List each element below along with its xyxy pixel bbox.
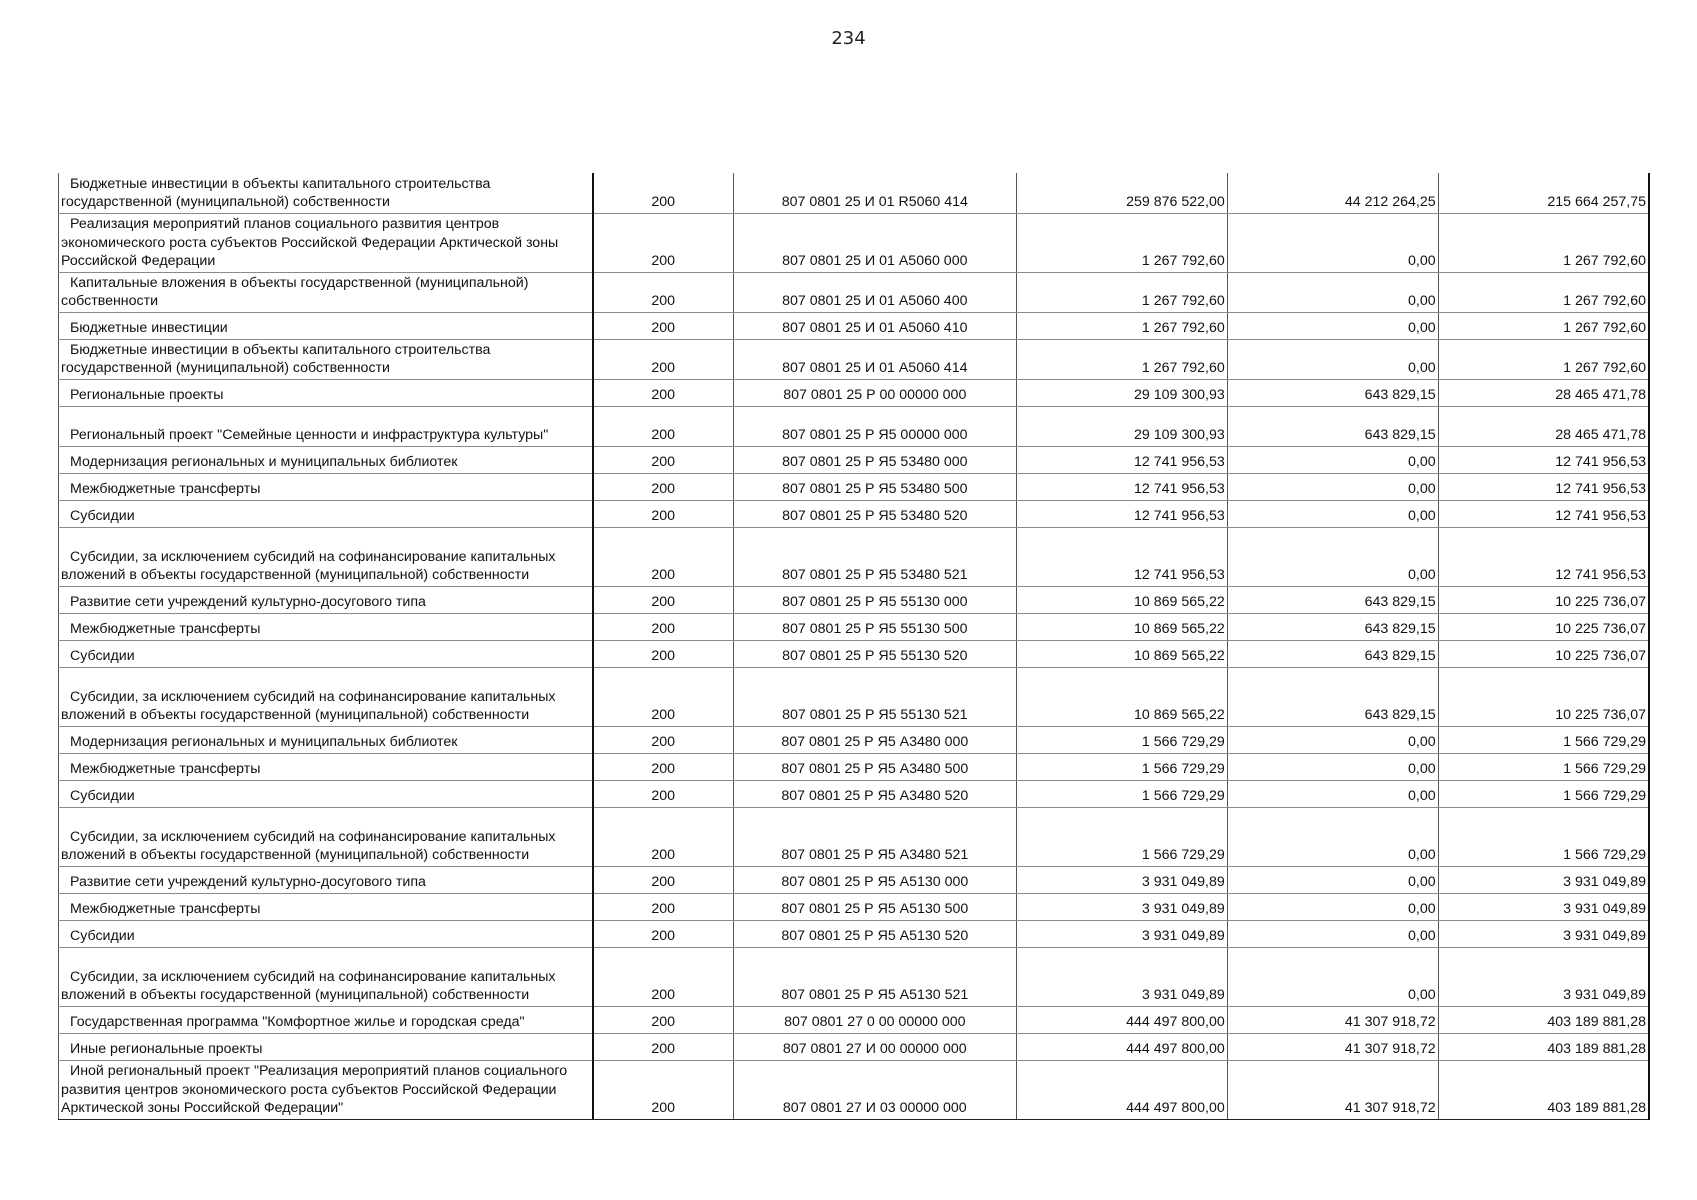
row-budget-classification-code: 807 0801 27 0 00 00000 000 — [733, 1006, 1016, 1033]
row-budget-classification-code: 807 0801 25 Р Я5 53480 500 — [733, 473, 1016, 500]
table-row — [59, 613, 1650, 640]
row-description: Субсидии, за исключением субсидий на софинансирование капитальных вложений в объекты государственной (муниципальной) собственности — [59, 947, 593, 1006]
table-row — [59, 312, 1650, 339]
row-admin-code: 200 — [593, 667, 734, 726]
row-planned-amount: 444 497 800,00 — [1016, 1060, 1227, 1119]
row-budget-classification-code: 807 0801 25 Р Я5 А5130 521 — [733, 947, 1016, 1006]
row-admin-code: 200 — [593, 753, 734, 780]
row-planned-amount: 1 566 729,29 — [1016, 807, 1227, 866]
row-remaining-amount: 1 267 792,60 — [1438, 312, 1649, 339]
page-number: 234 — [831, 28, 866, 49]
row-admin-code: 200 — [593, 920, 734, 947]
row-budget-classification-code: 807 0801 25 Р Я5 А5130 500 — [733, 893, 1016, 920]
row-budget-classification-code: 807 0801 25 Р Я5 53480 521 — [733, 527, 1016, 586]
row-remaining-amount: 403 189 881,28 — [1438, 1060, 1649, 1119]
row-admin-code: 200 — [593, 406, 734, 446]
row-budget-classification-code: 807 0801 25 Р Я5 А5130 000 — [733, 866, 1016, 893]
row-admin-code: 200 — [593, 312, 734, 339]
table-row — [59, 406, 1650, 446]
row-admin-code: 200 — [593, 613, 734, 640]
table-row — [59, 947, 1650, 1006]
row-description: Государственная программа "Комфортное жилье и городская среда" — [59, 1006, 593, 1033]
row-description: Межбюджетные трансферты — [59, 613, 593, 640]
row-planned-amount: 10 869 565,22 — [1016, 667, 1227, 726]
row-description: Субсидии — [59, 920, 593, 947]
row-admin-code: 200 — [593, 947, 734, 1006]
row-executed-amount: 0,00 — [1227, 947, 1438, 1006]
budget-table-body — [59, 173, 1650, 1119]
row-admin-code: 200 — [593, 527, 734, 586]
table-row — [59, 780, 1650, 807]
row-executed-amount: 0,00 — [1227, 272, 1438, 312]
table-row — [59, 500, 1650, 527]
row-budget-classification-code: 807 0801 25 Р Я5 55130 000 — [733, 586, 1016, 613]
row-executed-amount: 0,00 — [1227, 726, 1438, 753]
row-description: Региональный проект "Семейные ценности и инфраструктура культуры" — [59, 406, 593, 446]
row-description: Субсидии, за исключением субсидий на софинансирование капитальных вложений в объекты государственной (муниципальной) собственности — [59, 807, 593, 866]
row-executed-amount: 643 829,15 — [1227, 379, 1438, 406]
row-executed-amount: 0,00 — [1227, 866, 1438, 893]
row-budget-classification-code: 807 0801 25 И 01 А5060 000 — [733, 213, 1016, 272]
row-remaining-amount: 1 566 729,29 — [1438, 807, 1649, 866]
row-executed-amount: 643 829,15 — [1227, 613, 1438, 640]
table-row — [59, 272, 1650, 312]
row-planned-amount: 12 741 956,53 — [1016, 446, 1227, 473]
row-executed-amount: 0,00 — [1227, 446, 1438, 473]
row-remaining-amount: 12 741 956,53 — [1438, 473, 1649, 500]
row-description: Субсидии — [59, 500, 593, 527]
row-budget-classification-code: 807 0801 27 И 00 00000 000 — [733, 1033, 1016, 1060]
row-budget-classification-code: 807 0801 25 Р Я5 55130 521 — [733, 667, 1016, 726]
row-admin-code: 200 — [593, 1006, 734, 1033]
row-description: Межбюджетные трансферты — [59, 473, 593, 500]
budget-table — [58, 173, 1650, 1120]
row-budget-classification-code: 807 0801 25 Р Я5 А3480 521 — [733, 807, 1016, 866]
row-description: Развитие сети учреждений культурно-досугового типа — [59, 586, 593, 613]
row-planned-amount: 3 931 049,89 — [1016, 866, 1227, 893]
row-budget-classification-code: 807 0801 25 Р Я5 А3480 500 — [733, 753, 1016, 780]
row-planned-amount: 3 931 049,89 — [1016, 947, 1227, 1006]
row-planned-amount: 29 109 300,93 — [1016, 406, 1227, 446]
row-executed-amount: 0,00 — [1227, 780, 1438, 807]
table-row — [59, 339, 1650, 379]
row-budget-classification-code: 807 0801 27 И 03 00000 000 — [733, 1060, 1016, 1119]
row-planned-amount: 3 931 049,89 — [1016, 920, 1227, 947]
row-budget-classification-code: 807 0801 25 Р Я5 А3480 000 — [733, 726, 1016, 753]
row-budget-classification-code: 807 0801 25 Р 00 00000 000 — [733, 379, 1016, 406]
table-row — [59, 446, 1650, 473]
row-remaining-amount: 10 225 736,07 — [1438, 586, 1649, 613]
row-planned-amount: 10 869 565,22 — [1016, 586, 1227, 613]
row-executed-amount: 0,00 — [1227, 807, 1438, 866]
row-admin-code: 200 — [593, 780, 734, 807]
row-remaining-amount: 28 465 471,78 — [1438, 406, 1649, 446]
row-admin-code: 200 — [593, 893, 734, 920]
row-executed-amount: 0,00 — [1227, 893, 1438, 920]
row-executed-amount: 41 307 918,72 — [1227, 1060, 1438, 1119]
row-remaining-amount: 3 931 049,89 — [1438, 893, 1649, 920]
row-remaining-amount: 1 267 792,60 — [1438, 213, 1649, 272]
row-admin-code: 200 — [593, 473, 734, 500]
table-row — [59, 753, 1650, 780]
table-row — [59, 586, 1650, 613]
row-budget-classification-code: 807 0801 25 Р Я5 55130 500 — [733, 613, 1016, 640]
row-admin-code: 200 — [593, 726, 734, 753]
row-admin-code: 200 — [593, 339, 734, 379]
row-executed-amount: 0,00 — [1227, 753, 1438, 780]
row-description: Субсидии — [59, 780, 593, 807]
row-remaining-amount: 10 225 736,07 — [1438, 613, 1649, 640]
row-planned-amount: 1 566 729,29 — [1016, 753, 1227, 780]
row-remaining-amount: 10 225 736,07 — [1438, 667, 1649, 726]
row-budget-classification-code: 807 0801 25 Р Я5 А3480 520 — [733, 780, 1016, 807]
row-remaining-amount: 1 566 729,29 — [1438, 780, 1649, 807]
row-planned-amount: 1 566 729,29 — [1016, 780, 1227, 807]
row-admin-code: 200 — [593, 272, 734, 312]
row-executed-amount: 41 307 918,72 — [1227, 1006, 1438, 1033]
table-row — [59, 527, 1650, 586]
row-remaining-amount: 1 267 792,60 — [1438, 339, 1649, 379]
row-budget-classification-code: 807 0801 25 Р Я5 00000 000 — [733, 406, 1016, 446]
row-executed-amount: 0,00 — [1227, 527, 1438, 586]
row-admin-code: 200 — [593, 446, 734, 473]
row-executed-amount: 0,00 — [1227, 339, 1438, 379]
row-admin-code: 200 — [593, 1033, 734, 1060]
row-planned-amount: 3 931 049,89 — [1016, 893, 1227, 920]
row-planned-amount: 1 267 792,60 — [1016, 339, 1227, 379]
row-description: Межбюджетные трансферты — [59, 753, 593, 780]
row-remaining-amount: 3 931 049,89 — [1438, 947, 1649, 1006]
row-description: Иные региональные проекты — [59, 1033, 593, 1060]
row-remaining-amount: 12 741 956,53 — [1438, 500, 1649, 527]
row-description: Субсидии, за исключением субсидий на софинансирование капитальных вложений в объекты государственной (муниципальной) собственности — [59, 667, 593, 726]
row-planned-amount: 10 869 565,22 — [1016, 613, 1227, 640]
table-row — [59, 726, 1650, 753]
row-admin-code: 200 — [593, 379, 734, 406]
row-remaining-amount: 10 225 736,07 — [1438, 640, 1649, 667]
row-remaining-amount: 1 566 729,29 — [1438, 753, 1649, 780]
row-budget-classification-code: 807 0801 25 Р Я5 А5130 520 — [733, 920, 1016, 947]
row-planned-amount: 444 497 800,00 — [1016, 1006, 1227, 1033]
row-planned-amount: 12 741 956,53 — [1016, 473, 1227, 500]
row-description: Модернизация региональных и муниципальных библиотек — [59, 726, 593, 753]
row-planned-amount: 12 741 956,53 — [1016, 500, 1227, 527]
row-planned-amount: 29 109 300,93 — [1016, 379, 1227, 406]
row-remaining-amount: 1 566 729,29 — [1438, 726, 1649, 753]
row-remaining-amount: 403 189 881,28 — [1438, 1006, 1649, 1033]
row-remaining-amount: 3 931 049,89 — [1438, 866, 1649, 893]
row-executed-amount: 643 829,15 — [1227, 406, 1438, 446]
table-row — [59, 807, 1650, 866]
row-budget-classification-code: 807 0801 25 Р Я5 53480 000 — [733, 446, 1016, 473]
row-remaining-amount: 28 465 471,78 — [1438, 379, 1649, 406]
row-description: Субсидии, за исключением субсидий на софинансирование капитальных вложений в объекты государственной (муниципальной) собственности — [59, 527, 593, 586]
row-admin-code: 200 — [593, 1060, 734, 1119]
row-budget-classification-code: 807 0801 25 И 01 R5060 414 — [733, 173, 1016, 213]
row-admin-code: 200 — [593, 586, 734, 613]
table-row — [59, 379, 1650, 406]
row-admin-code: 200 — [593, 866, 734, 893]
row-admin-code: 200 — [593, 173, 734, 213]
row-executed-amount: 0,00 — [1227, 312, 1438, 339]
row-executed-amount: 643 829,15 — [1227, 640, 1438, 667]
table-row — [59, 866, 1650, 893]
table-row — [59, 1033, 1650, 1060]
row-description: Модернизация региональных и муниципальных библиотек — [59, 446, 593, 473]
row-planned-amount: 259 876 522,00 — [1016, 173, 1227, 213]
row-description: Бюджетные инвестиции в объекты капитального строительства государственной (муниципальной) собственности — [59, 173, 593, 213]
row-description: Региональные проекты — [59, 379, 593, 406]
row-description: Реализация мероприятий планов социального развития центров экономического роста субъектов Российской Федерации Арктической зоны Российской Федерации — [59, 213, 593, 272]
table-row — [59, 473, 1650, 500]
row-executed-amount: 44 212 264,25 — [1227, 173, 1438, 213]
row-description: Бюджетные инвестиции — [59, 312, 593, 339]
row-planned-amount: 12 741 956,53 — [1016, 527, 1227, 586]
row-budget-classification-code: 807 0801 25 Р Я5 55130 520 — [733, 640, 1016, 667]
row-remaining-amount: 403 189 881,28 — [1438, 1033, 1649, 1060]
row-executed-amount: 0,00 — [1227, 920, 1438, 947]
row-remaining-amount: 1 267 792,60 — [1438, 272, 1649, 312]
row-admin-code: 200 — [593, 213, 734, 272]
table-row — [59, 1006, 1650, 1033]
table-row — [59, 893, 1650, 920]
row-executed-amount: 0,00 — [1227, 473, 1438, 500]
row-description: Субсидии — [59, 640, 593, 667]
row-executed-amount: 643 829,15 — [1227, 586, 1438, 613]
row-executed-amount: 0,00 — [1227, 500, 1438, 527]
row-executed-amount: 41 307 918,72 — [1227, 1033, 1438, 1060]
row-planned-amount: 1 267 792,60 — [1016, 312, 1227, 339]
row-budget-classification-code: 807 0801 25 И 01 А5060 414 — [733, 339, 1016, 379]
row-budget-classification-code: 807 0801 25 И 01 А5060 400 — [733, 272, 1016, 312]
row-admin-code: 200 — [593, 500, 734, 527]
row-description: Межбюджетные трансферты — [59, 893, 593, 920]
row-remaining-amount: 3 931 049,89 — [1438, 920, 1649, 947]
row-admin-code: 200 — [593, 640, 734, 667]
row-description: Развитие сети учреждений культурно-досугового типа — [59, 866, 593, 893]
row-remaining-amount: 12 741 956,53 — [1438, 446, 1649, 473]
table-row — [59, 667, 1650, 726]
table-row — [59, 213, 1650, 272]
row-planned-amount: 1 267 792,60 — [1016, 213, 1227, 272]
row-executed-amount: 0,00 — [1227, 213, 1438, 272]
row-planned-amount: 444 497 800,00 — [1016, 1033, 1227, 1060]
row-planned-amount: 1 566 729,29 — [1016, 726, 1227, 753]
row-description: Капитальные вложения в объекты государственной (муниципальной) собственности — [59, 272, 593, 312]
table-row — [59, 920, 1650, 947]
row-description: Иной региональный проект "Реализация мероприятий планов социального развития центров экономического роста субъектов Российской Федерации Арктической зоны Российской Федерации" — [59, 1060, 593, 1119]
row-executed-amount: 643 829,15 — [1227, 667, 1438, 726]
row-budget-classification-code: 807 0801 25 И 01 А5060 410 — [733, 312, 1016, 339]
row-description: Бюджетные инвестиции в объекты капитального строительства государственной (муниципальной) собственности — [59, 339, 593, 379]
table-row — [59, 173, 1650, 213]
row-planned-amount: 10 869 565,22 — [1016, 640, 1227, 667]
table-row — [59, 1060, 1650, 1119]
row-remaining-amount: 215 664 257,75 — [1438, 173, 1649, 213]
table-row — [59, 640, 1650, 667]
row-admin-code: 200 — [593, 807, 734, 866]
row-remaining-amount: 12 741 956,53 — [1438, 527, 1649, 586]
row-budget-classification-code: 807 0801 25 Р Я5 53480 520 — [733, 500, 1016, 527]
row-planned-amount: 1 267 792,60 — [1016, 272, 1227, 312]
